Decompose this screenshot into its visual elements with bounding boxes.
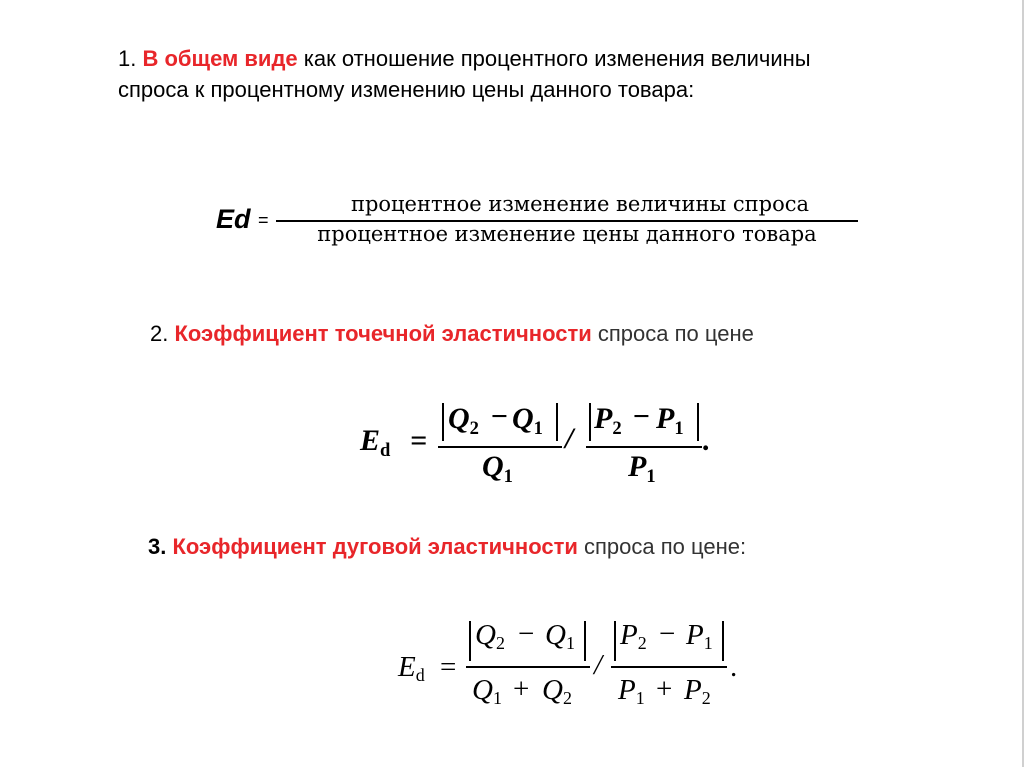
formula-3-p2-den: P2 bbox=[684, 674, 711, 709]
formula-3-fraction-bar-1 bbox=[466, 666, 590, 668]
formula-2-p1-den: P1 bbox=[628, 450, 656, 487]
formula-2-equals: = bbox=[410, 424, 428, 457]
item-2-text bbox=[150, 318, 754, 349]
formula-3-period: . bbox=[730, 651, 738, 683]
formula-1-lhs: Ed bbox=[216, 204, 251, 234]
formula-2-fraction-bar-1 bbox=[438, 446, 562, 448]
item-3-body: спроса по цене: bbox=[577, 534, 747, 559]
formula-2-p1: P1 bbox=[656, 402, 684, 439]
formula-3-abs-right-2 bbox=[722, 621, 724, 661]
formula-2-abs-right-2 bbox=[697, 403, 699, 441]
formula-3-minus-1: − bbox=[518, 618, 535, 650]
formula-3-q2: Q2 bbox=[475, 619, 505, 654]
formula-3-abs-left-1 bbox=[469, 621, 471, 661]
formula-3-q1: Q1 bbox=[545, 619, 575, 654]
formula-2-period: . bbox=[703, 424, 711, 457]
item-2-number: 2. bbox=[150, 321, 169, 346]
formula-2-q1: Q1 bbox=[512, 402, 543, 439]
formula-3-q2-den: Q2 bbox=[542, 674, 572, 709]
formula-3-abs-right-1 bbox=[584, 621, 586, 661]
item-3-text bbox=[148, 531, 746, 562]
item-1-text bbox=[118, 43, 878, 105]
formula-2-q2: Q2 bbox=[448, 402, 479, 439]
formula-2-e: Ed bbox=[360, 424, 391, 461]
formula-2-minus-1: − bbox=[490, 400, 509, 433]
formula-3-fraction-bar-2 bbox=[611, 666, 727, 668]
formula-3-q1-den: Q1 bbox=[472, 674, 502, 709]
formula-3-minus-2: − bbox=[659, 618, 676, 650]
formula-2-fraction-bar-2 bbox=[586, 446, 702, 448]
formula-2-abs-right-1 bbox=[556, 403, 558, 441]
formula-3-slash: / bbox=[594, 649, 603, 681]
item-1-highlight: В общем виде bbox=[142, 46, 298, 71]
formula-3-p2: P2 bbox=[620, 619, 647, 654]
formula-2-abs-left-1 bbox=[442, 403, 444, 441]
formula-3-abs-left-2 bbox=[614, 621, 616, 661]
formula-3-e: Ed bbox=[398, 651, 425, 686]
formula-3-p1: P1 bbox=[686, 619, 713, 654]
formula-1-denominator: процентное изменение цены данного товара bbox=[317, 222, 817, 246]
item-2-body: спроса по цене bbox=[591, 321, 754, 346]
formula-3-plus-2: + bbox=[656, 673, 673, 705]
formula-1-equals: = bbox=[258, 210, 269, 230]
formula-2-q1-den: Q1 bbox=[482, 450, 513, 487]
item-1-number: 1. bbox=[118, 46, 137, 71]
formula-2-minus-2: − bbox=[632, 400, 651, 433]
item-3-number: 3. bbox=[148, 534, 167, 559]
formula-2-p2: P2 bbox=[594, 402, 622, 439]
formula-3-p1-den: P1 bbox=[618, 674, 645, 709]
formula-1-numerator: процентное изменение величины спроса bbox=[350, 192, 810, 216]
formula-2-abs-left-2 bbox=[589, 403, 591, 441]
formula-3-equals: = bbox=[440, 651, 457, 683]
formula-3-plus-1: + bbox=[513, 673, 530, 705]
item-2-highlight: Коэффициент точечной эластичности bbox=[174, 321, 592, 346]
item-1-body: как отношение процентного изменения величины спроса к процентному изменению цены данного товара: bbox=[118, 46, 811, 102]
item-3-highlight: Коэффициент дуговой эластичности bbox=[172, 534, 578, 559]
formula-2-slash: / bbox=[565, 422, 574, 455]
